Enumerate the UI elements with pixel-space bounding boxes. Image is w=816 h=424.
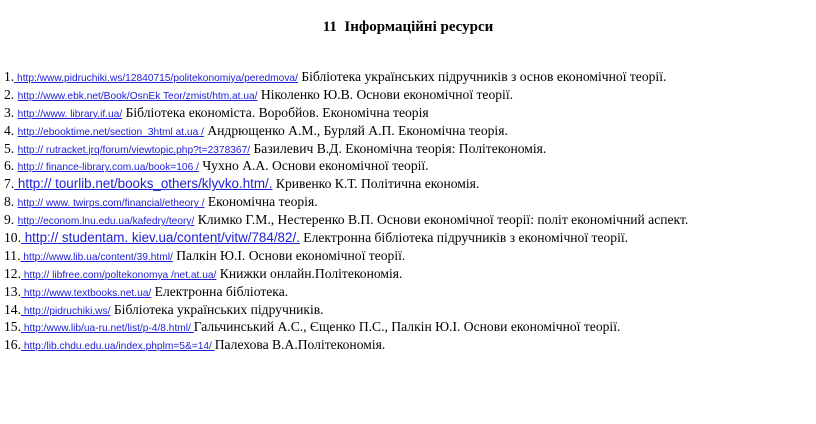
reference-link[interactable]: http:/www.lib/ua-ru.net/list/p-4/8.html/ bbox=[21, 323, 194, 335]
reference-text: Бібліотека українських підручників з основ економічної теорії. bbox=[297, 69, 667, 84]
reference-link[interactable]: http:// www. twirps.com/financial/etheory / bbox=[17, 198, 205, 210]
reference-number: 1. bbox=[4, 69, 15, 84]
reference-text: Книжки онлайн.Політекономія. bbox=[216, 265, 403, 281]
reference-item bbox=[4, 265, 810, 283]
reference-item bbox=[4, 247, 810, 265]
reference-item bbox=[4, 318, 810, 336]
reference-text: Електронна бібліотека підручників з економічної теорії. bbox=[299, 230, 629, 246]
reference-number: 8. bbox=[4, 194, 15, 210]
reference-text: Чухно А.А. Основи економічної теорії. bbox=[198, 158, 429, 174]
reference-item bbox=[4, 104, 810, 122]
reference-item bbox=[4, 122, 810, 140]
reference-number: 12. bbox=[4, 265, 21, 281]
reference-item bbox=[4, 157, 810, 175]
page-title: 11 Інформаційні ресурси bbox=[322, 19, 494, 35]
reference-item bbox=[4, 229, 810, 247]
reference-number: 14. bbox=[4, 301, 21, 317]
reference-item bbox=[4, 211, 810, 229]
reference-number: 11. bbox=[4, 247, 21, 263]
reference-link[interactable]: http:// tourlib.net/books_others/klyvko.htm/. bbox=[14, 176, 273, 192]
reference-number: 10. bbox=[4, 230, 21, 246]
reference-text: Бібліотека українських підручників. bbox=[110, 301, 324, 317]
reference-item bbox=[4, 140, 810, 158]
reference-number: 2. bbox=[4, 86, 15, 102]
reference-number: 4. bbox=[4, 122, 15, 138]
reference-number: 6. bbox=[4, 158, 15, 174]
reference-text: Андрющенко А.М., Бурляй А.П. Економічна теорія. bbox=[203, 122, 508, 138]
reference-number: 16. bbox=[4, 337, 21, 353]
reference-text: Електронна бібліотека. bbox=[151, 283, 289, 299]
reference-number: 15. bbox=[4, 319, 21, 335]
reference-link[interactable]: http:// rutracket.jrq/forum/viewtopic.php?t=2378367/ bbox=[17, 144, 251, 156]
reference-text: Економічна теорія. bbox=[204, 194, 318, 210]
references-list bbox=[4, 68, 810, 354]
reference-link[interactable]: http:// studentam. kiev.ua/content/vitw/784/82/. bbox=[21, 230, 300, 246]
reference-item bbox=[4, 68, 810, 86]
reference-link[interactable]: http://www.textbooks.net.ua/ bbox=[21, 287, 152, 299]
reference-link[interactable]: http:// finance-library.com.ua/book=106 / bbox=[17, 162, 199, 174]
reference-link[interactable]: http://pidruchiki.ws/ bbox=[21, 305, 111, 317]
reference-link[interactable]: http://ebooktime.net/section_3html at.ua / bbox=[17, 126, 204, 138]
reference-link[interactable]: http://www.ebk.net/Book/OsnEk Teor/zmist/htm.at.ua/ bbox=[17, 90, 258, 102]
reference-number: 9. bbox=[4, 212, 15, 228]
reference-item bbox=[4, 86, 810, 104]
reference-text: Климко Г.М., Нестеренко В.П. Основи економічної теорії: політ економічний аспект. bbox=[194, 212, 689, 228]
reference-item bbox=[4, 175, 810, 193]
reference-link[interactable]: http:/lib.chdu.edu.ua/index.phplm=5&=14/ bbox=[21, 341, 215, 353]
reference-link[interactable]: http://www. library.if.ua/ bbox=[17, 108, 123, 120]
reference-text: Кривенко К.Т. Політична економія. bbox=[272, 176, 480, 192]
reference-text: Палкін Ю.І. Основи економічної теорії. bbox=[172, 247, 406, 263]
reference-link[interactable]: http://www.lib.ua/content/39.html/ bbox=[20, 251, 173, 263]
reference-number: 5. bbox=[4, 140, 15, 156]
reference-text: Палехова В.А.Політекономія. bbox=[214, 337, 386, 353]
reference-number: 7. bbox=[4, 176, 15, 192]
reference-text: Бібліотека економіста. Воробйов. Економічна теорія bbox=[122, 104, 429, 120]
reference-number: 13. bbox=[4, 283, 21, 299]
reference-item bbox=[4, 193, 810, 211]
reference-text: Ніколенко Ю.В. Основи економічної теорії. bbox=[257, 86, 514, 102]
reference-item bbox=[4, 283, 810, 301]
reference-item bbox=[4, 336, 810, 354]
reference-link[interactable]: http:// libfree.com/poltekonomya /net.at.ua/ bbox=[21, 269, 217, 281]
reference-text: Гальчинський А.С., Єщенко П.С., Палкін Ю.І. Основи економічної теорії. bbox=[193, 319, 621, 335]
reference-number: 3. bbox=[4, 104, 15, 120]
reference-text: Базилевич В.Д. Економічна теорія: Політекономія. bbox=[250, 140, 547, 156]
reference-item bbox=[4, 301, 810, 319]
reference-link[interactable]: http://econom.lnu.edu.ua/kafedry/teory/ bbox=[17, 216, 195, 228]
reference-link[interactable]: http:/www.pidruchiki.ws/12840715/politekonomiya/peredmova/ bbox=[14, 73, 298, 84]
